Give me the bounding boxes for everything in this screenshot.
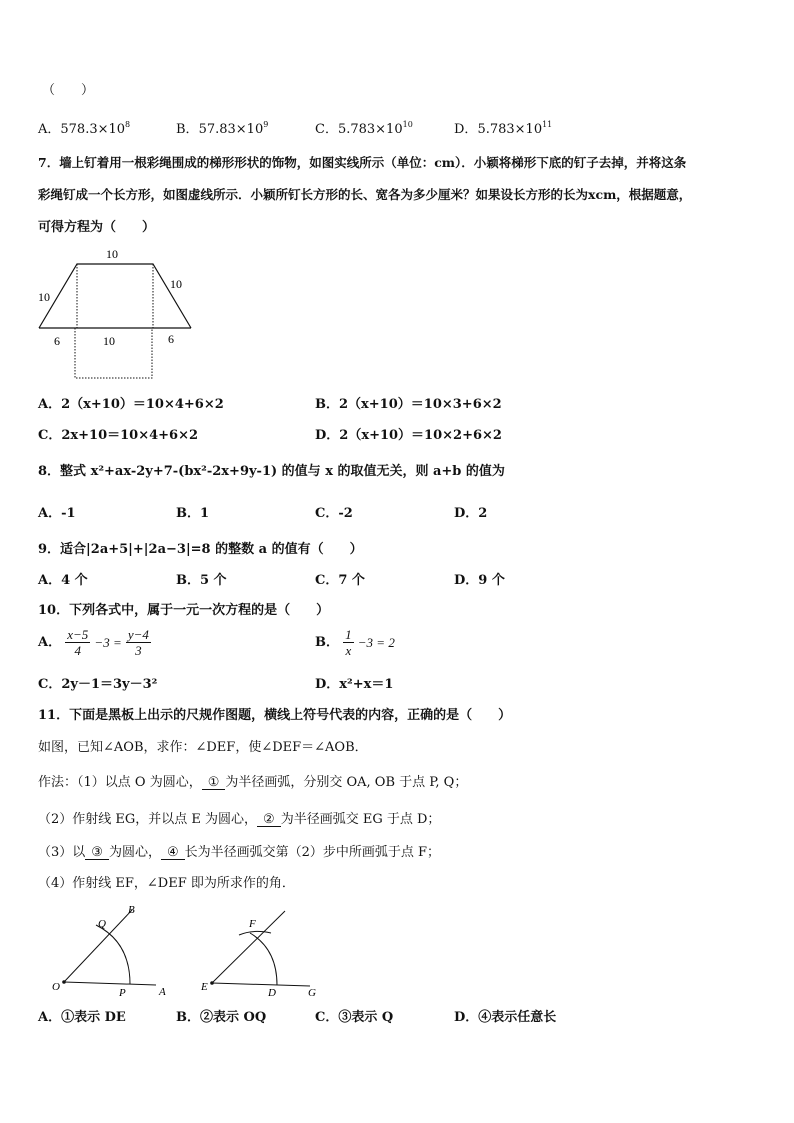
q8-option-a[interactable]: A．-1 (38, 506, 76, 521)
q11-angle-def-figure (195, 905, 335, 1000)
q10-stem: 10．下列各式中，属于一元一次方程的是（ ） (38, 603, 330, 618)
q11-step1: 作法：（1）以点 O 为圆心， ① 为半径画弧，分别交 OA, OB 于点 P, Q； (38, 775, 468, 790)
label-right: 10 (170, 277, 182, 291)
q9-option-d[interactable]: D．9 个 (454, 573, 505, 588)
q7-trapezoid-figure (30, 242, 210, 387)
q7-option-b[interactable]: B．2（x+10）＝10×3+6×2 (315, 397, 502, 412)
trapezoid-outline (39, 264, 191, 328)
svg-text:O: O (52, 981, 60, 993)
arc-d (250, 933, 277, 985)
svg-text:G: G (308, 987, 316, 999)
q6-option-a[interactable]: A．$578.3\times 10^8$ (38, 120, 131, 137)
q10-option-d[interactable]: D．x²+x＝1 (315, 677, 394, 692)
q6-stem: （ ） (42, 83, 95, 98)
svg-text:P: P (119, 987, 126, 999)
q10-option-b[interactable]: B． $\frac{1}{x}$ −3 = 2 (315, 627, 395, 658)
svg-text:E: E (201, 981, 208, 993)
blank-1: ① (202, 776, 226, 790)
svg-text:B: B (128, 904, 135, 916)
q11-option-b[interactable]: B．②表示 OQ (176, 1010, 267, 1025)
blank-4: ④ (161, 846, 185, 860)
q11-stem: 11．下面是黑板上出示的尺规作图题，横线上符号代表的内容，正确的是（ ） (38, 708, 512, 723)
q9-option-b[interactable]: B．5 个 (176, 573, 227, 588)
q11-given: 如图，已知∠AOB，求作：∠DEF，使∠DEF＝∠AOB． (38, 740, 368, 755)
q8-option-c[interactable]: C．-2 (315, 506, 353, 521)
label-bottom-middle: 10 (103, 334, 115, 348)
q10-option-a[interactable]: A． $\frac{x-5}{4}$ −3 = $\frac{y-4}{3}$ (38, 627, 149, 658)
ray-eg (212, 983, 310, 986)
svg-text:D: D (268, 987, 276, 999)
q9-stem: 9．适合|2a+5|+|2a−3|=8 的整数 a 的值有（ ） (38, 542, 363, 557)
q6-option-b[interactable]: B．$57.83\times 10^9$ (176, 120, 269, 137)
q7-option-c[interactable]: C．2x+10＝10×4+6×2 (38, 428, 199, 443)
q7-stem-line2: 彩绳钉成一个长方形，如图虚线所示．小颖所钉长方形的长、宽各为多少厘米？如果设长方形的长为xcm，根据题意， (38, 187, 692, 202)
q11-option-c[interactable]: C．③表示 Q (315, 1010, 394, 1025)
q7-stem-line1: 7．墙上钉着用一根彩绳围成的梯形形状的饰物，如图实线所示（单位：cm）．小颖将梯形下底的钉子去掉，并将这条 (38, 155, 687, 170)
point-e (210, 981, 214, 985)
q6-option-d[interactable]: D．$5.783\times 10^{11}$ (454, 120, 553, 137)
q11-step2: （2）作射线 EG，并以点 E 为圆心， ② 为半径画弧交 EG 于点 D； (38, 812, 441, 827)
label-bottom-right: 6 (168, 332, 174, 346)
q9-option-c[interactable]: C．7 个 (315, 573, 365, 588)
q7-option-d[interactable]: D．2（x+10）＝10×2+6×2 (315, 428, 502, 443)
ray-oa (64, 982, 156, 985)
blank-3: ③ (85, 846, 109, 860)
q9-option-a[interactable]: A．4 个 (38, 573, 88, 588)
label-top: 10 (106, 247, 118, 261)
blank-2: ② (257, 813, 281, 827)
q10-option-c[interactable]: C．2y－1＝3y－3² (38, 677, 158, 692)
svg-text:A: A (159, 986, 166, 998)
q11-angle-aob-figure (48, 900, 178, 1000)
arc-f (239, 931, 271, 935)
q11-option-a[interactable]: A．①表示 DE (38, 1010, 126, 1025)
q11-option-d[interactable]: D．④表示任意长 (454, 1010, 557, 1025)
label-bottom-left: 6 (54, 334, 60, 348)
arc-pq (96, 925, 130, 984)
q11-step4: （4）作射线 EF，∠DEF 即为所求作的角． (38, 876, 295, 891)
q6-option-c[interactable]: C．$5.783\times 10^{10}$ (315, 120, 413, 137)
point-o (62, 980, 66, 984)
svg-text:F: F (249, 918, 256, 930)
q8-option-d[interactable]: D．2 (454, 506, 488, 521)
q7-stem-line3: 可得方程为（ ） (38, 220, 156, 235)
label-left: 10 (38, 290, 50, 304)
q7-option-a[interactable]: A．2（x+10）＝10×4+6×2 (38, 397, 224, 412)
q8-option-b[interactable]: B．1 (176, 506, 210, 521)
svg-text:Q: Q (98, 918, 106, 930)
q8-stem: 8．整式 x²+ax-2y+7-(bx²-2x+9y-1) 的值与 x 的取值无关，则 a+b 的值为 (38, 464, 505, 479)
q11-step3: （3）以 ③ 为圆心， ④ 长为半径画弧交第（2）步中所画弧于点 F； (38, 845, 441, 860)
